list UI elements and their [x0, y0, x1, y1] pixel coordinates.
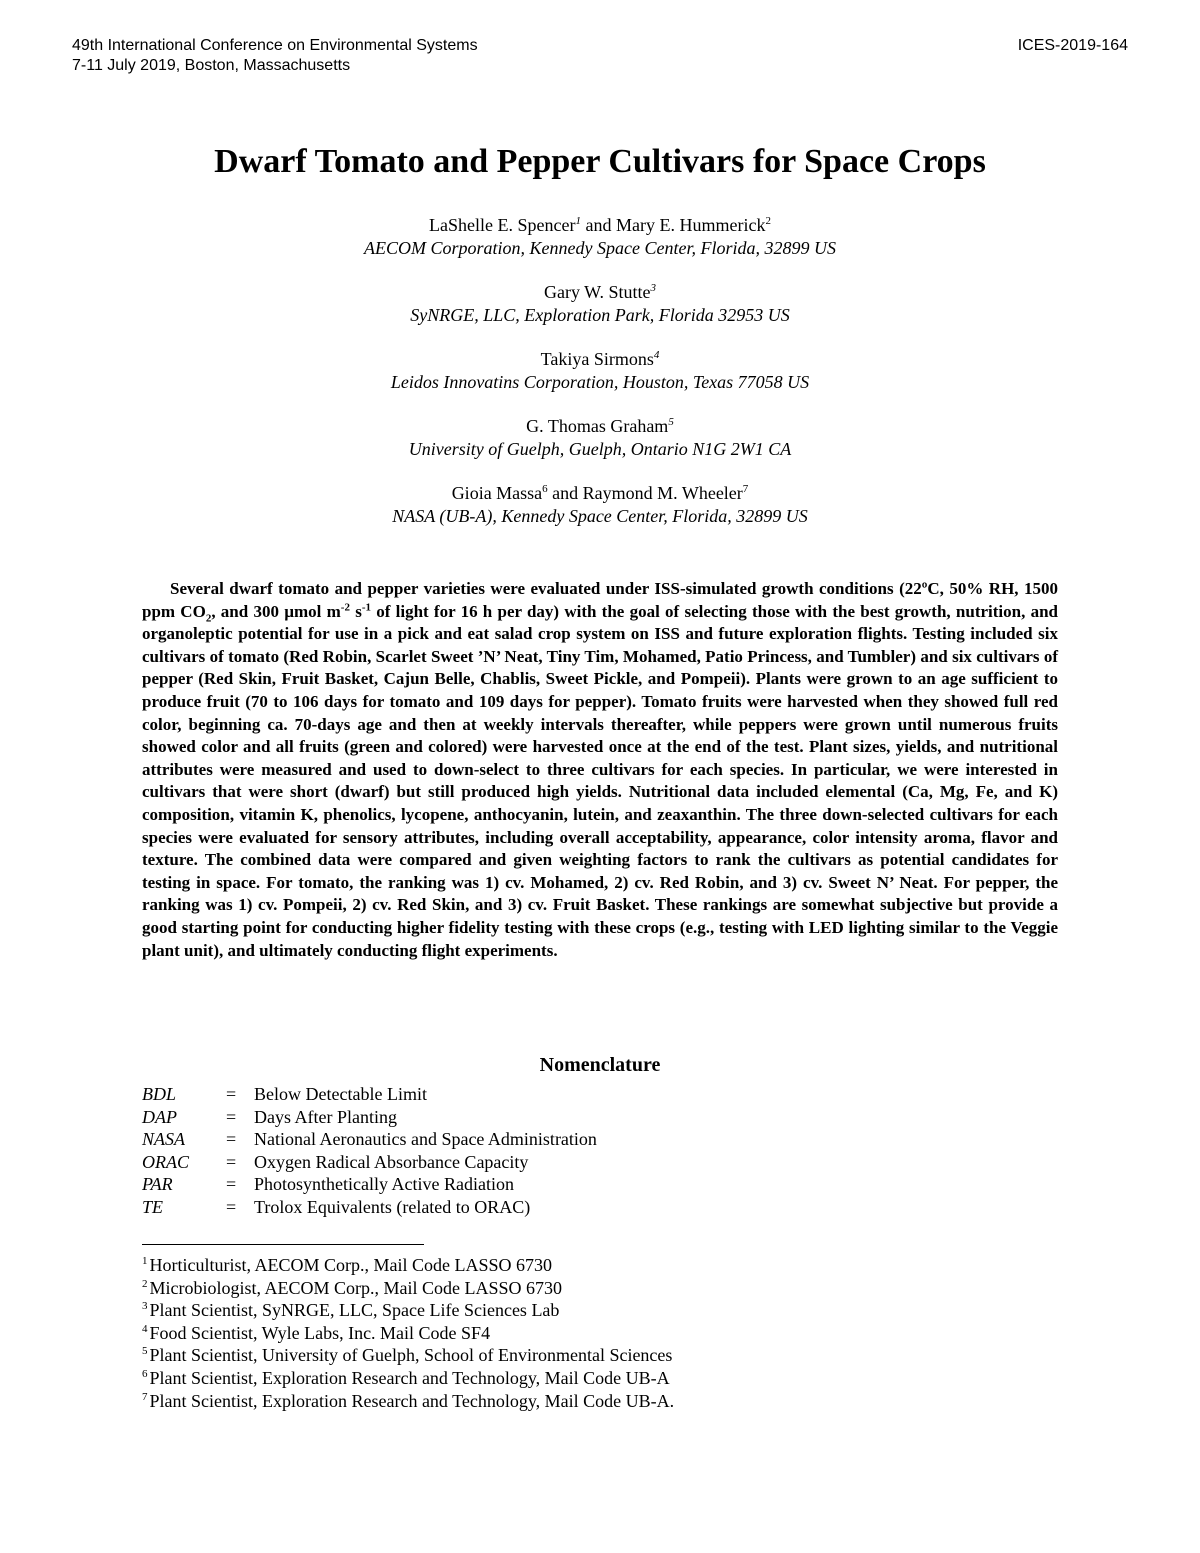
affiliation: Leidos Innovatins Corporation, Houston, Texas 77058 US [390, 372, 810, 392]
abstract-superscript: -1 [361, 600, 371, 613]
footnote-divider [142, 1244, 424, 1245]
footnote [142, 1254, 674, 1277]
nomenclature-abbr: NASA [142, 1129, 185, 1150]
footnote [142, 1390, 674, 1413]
nomenclature-list [142, 1083, 597, 1219]
author-block-5 [0, 482, 1200, 528]
running-header [72, 36, 478, 76]
nomenclature-definition: Oxygen Radical Absorbance Capacity [254, 1151, 529, 1172]
paper-title: Dwarf Tomato and Pepper Cultivars for Space Crops [214, 143, 986, 180]
footnote [142, 1322, 674, 1345]
footnote-number: 7 [142, 1390, 148, 1403]
abstract-text: , and 300 µmol m [211, 601, 341, 621]
author-name: and Mary E. Hummerick [581, 215, 766, 235]
footnote-number: 2 [142, 1277, 148, 1290]
footnote [142, 1277, 674, 1300]
nomenclature-definition: Below Detectable Limit [254, 1084, 427, 1104]
author-block-4 [0, 415, 1200, 461]
nomenclature-heading: Nomenclature [539, 1054, 661, 1076]
nomenclature-abbr: BDL [142, 1084, 177, 1104]
author-name: Takiya Sirmons [540, 349, 654, 369]
author-name: Gary W. Stutte [544, 282, 651, 302]
author-list [0, 214, 1200, 549]
affiliation: University of Guelph, Guelph, Ontario N1G 2W1 CA [408, 439, 792, 459]
footnote-ref: 5 [668, 416, 674, 428]
abstract-subscript: 2 [205, 611, 212, 624]
footnote-text: Horticulturist, AECOM Corp., Mail Code LASSO 6730 [149, 1255, 553, 1275]
nomenclature-abbr: ORAC [142, 1151, 189, 1172]
conference-date-location: 7-11 July 2019, Boston, Massachusetts [72, 57, 351, 74]
nomenclature-abbr: PAR [142, 1174, 173, 1195]
footnote [142, 1367, 674, 1390]
nomenclature-item [142, 1106, 597, 1129]
author-names-1 [0, 214, 1200, 237]
abstract-superscript: -2 [340, 600, 350, 613]
conference-name: 49th International Conference on Environmental Systems [72, 37, 478, 54]
nomenclature-abbr: DAP [142, 1106, 177, 1127]
nomenclature-item [142, 1196, 597, 1219]
nomenclature-item [142, 1083, 597, 1106]
nomenclature-definition: Trolox Equivalents (related to ORAC) [254, 1196, 531, 1217]
footnote-ref: 2 [765, 215, 771, 227]
abstract-text: s [349, 601, 362, 621]
footnote-ref: 4 [653, 349, 660, 361]
author-name: and Raymond M. Wheeler [547, 483, 743, 503]
footnote-number: 5 [142, 1345, 148, 1358]
nomenclature-definition: National Aeronautics and Space Administration [254, 1129, 597, 1150]
footnote-text: Plant Scientist, SyNRGE, LLC, Space Life Sciences Lab [149, 1300, 560, 1321]
nomenclature-item [142, 1151, 597, 1174]
footnote-text: Food Scientist, Wyle Labs, Inc. Mail Code SF4 [149, 1322, 491, 1343]
nomenclature-definition: Days After Planting [254, 1106, 397, 1127]
footnotes [142, 1254, 674, 1412]
author-block-2 [0, 281, 1200, 327]
paper-id: ICES-2019-164 [1017, 37, 1128, 54]
footnote-text: Plant Scientist, University of Guelph, School of Environmental Sciences [149, 1345, 673, 1366]
author-names-2 [0, 281, 1200, 304]
abstract-text: Several dwarf tomato and pepper varieties were evaluated under ISS-simulated growth conditions (22ºC, 50% RH, 1500 ppm CO [142, 579, 1058, 621]
footnote-ref: 6 [542, 483, 548, 495]
footnote-text: Plant Scientist, Exploration Research and Technology, Mail Code UB-A. [149, 1390, 675, 1411]
author-names-4 [0, 415, 1200, 438]
abstract-text: of light for 16 h per day) with the goal of selecting those with the best growth, nutrition, and organoleptic potential for use in a pick and eat salad crop system on ISS and future exploration flights. Testing included six cultivars of tomato (Red Robin, Scarlet Sweet ’N’ Neat, Tiny Tim, Mohamed, Patio Princess, and Tumbler) and six cultivars of pepper (Red Skin, Fruit Basket, Cajun Belle, Chablis, Sweet Pickle, and Pompeii). Plants were grown to an age sufficient to produce fruit (70 to 106 days for tomato and 109 days for pepper). Tomato fruits were harvested when they showed full red color, beginning ca. 70-days age and then at weekly intervals thereafter, while peppers were grown until numerous fruits showed color and all fruits (green and colored) were harvested once at the end of the test. Plant sizes, yields, and nutritional attributes were measured and used to down-select to three cultivars for each species. In particular, we were interested in cultivars that were short (dwarf) but still produced high yields. Nutritional data included elemental (Ca, Mg, Fe, and K) composition, vitamin K, phenolics, lycopene, anthocyanin, lutein, and zeaxanthin. The three down-selected cultivars for each species were evaluated for sensory attributes, including overall acceptability, appearance, color intensity aroma, flavor and texture. The combined data were compared and given weighting factors to rank the cultivars as potential candidates for testing in space. For tomato, the ranking was 1) cv. Mohamed, 2) cv. Red Robin, and 3) cv. Sweet N’ Neat. For pepper, the ranking was 1) cv. Pompeii, 2) cv. Red Skin, and 3) cv. Fruit Basket. These rankings are somewhat subjective but provide a good starting point for conducting higher fidelity testing with these crops (e.g., testing with LED lighting similar to the Veggie plant unit), and ultimately conducting flight experiments. [142, 601, 1058, 960]
footnote-ref: 1 [575, 215, 581, 227]
author-names-3 [0, 348, 1200, 371]
footnote [142, 1299, 674, 1322]
nomenclature-item [142, 1128, 597, 1151]
footnote-text: Microbiologist, AECOM Corp., Mail Code LASSO 6730 [149, 1277, 563, 1298]
footnote-number: 6 [142, 1367, 148, 1380]
affiliation: NASA (UB-A), Kennedy Space Center, Florida, 32899 US [392, 506, 808, 526]
nomenclature-equals: = [226, 1174, 237, 1195]
nomenclature-equals: = [226, 1084, 237, 1104]
footnote-ref: 7 [742, 483, 749, 495]
nomenclature-item [142, 1173, 597, 1196]
author-block-3 [0, 348, 1200, 394]
author-block-1 [0, 214, 1200, 260]
author-name: Gioia Massa [451, 483, 543, 503]
nomenclature-equals: = [226, 1196, 237, 1217]
author-name: LaShelle E. Spencer [429, 215, 576, 235]
footnote-ref: 3 [650, 282, 656, 294]
footnote-number: 4 [142, 1322, 148, 1335]
author-names-5 [0, 482, 1200, 505]
nomenclature-equals: = [226, 1151, 237, 1172]
abstract [142, 578, 1058, 962]
footnote-text: Plant Scientist, Exploration Research and Technology, Mail Code UB-A [149, 1367, 670, 1388]
footnote-number: 1 [142, 1255, 148, 1267]
footnote [142, 1344, 674, 1367]
nomenclature-equals: = [226, 1106, 237, 1127]
affiliation: SyNRGE, LLC, Exploration Park, Florida 32953 US [410, 305, 790, 325]
nomenclature-equals: = [226, 1129, 237, 1150]
nomenclature-abbr: TE [142, 1196, 164, 1217]
author-name: G. Thomas Graham [526, 416, 669, 436]
footnote-number: 3 [142, 1300, 148, 1313]
nomenclature-definition: Photosynthetically Active Radiation [254, 1174, 514, 1195]
affiliation: AECOM Corporation, Kennedy Space Center, Florida, 32899 US [364, 238, 836, 258]
